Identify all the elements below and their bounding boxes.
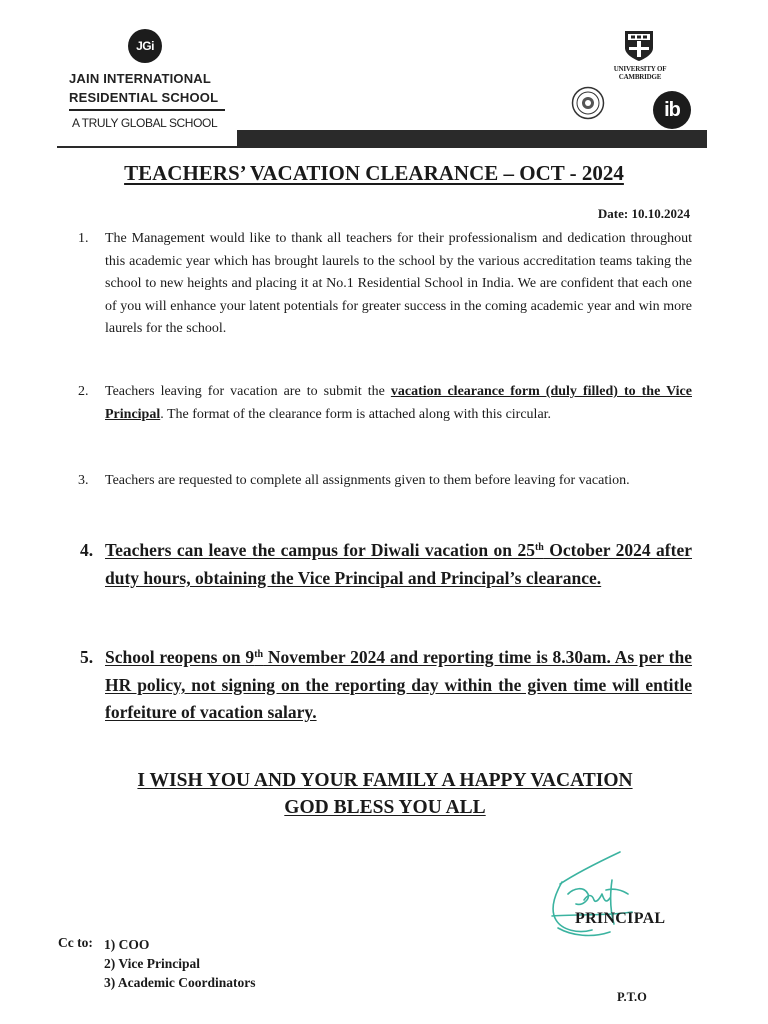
point-number: 5. bbox=[80, 647, 94, 667]
point-text-part2: November 2024 and reporting time is 8.30am. As per the HR policy, not signing on the reporting day within the given time will entitle forfeiture of vacation salary. bbox=[105, 647, 692, 722]
ordinal-suffix: th bbox=[254, 649, 264, 660]
accreditation-seal-icon bbox=[571, 86, 605, 120]
cc-list bbox=[104, 935, 255, 992]
point-number: 3. bbox=[78, 473, 89, 488]
point-text-part1: School reopens on 9 bbox=[105, 647, 255, 667]
circular-date: Date: 10.10.2024 bbox=[597, 206, 690, 221]
school-name-line2: RESIDENTIAL SCHOOL bbox=[69, 90, 219, 105]
point-text-part2: October 2024 after duty hours, obtaining the Vice Principal and Principal’s clearance. bbox=[105, 540, 692, 588]
ib-logo: ib bbox=[653, 91, 691, 129]
clearance-form-instruction: vacation clearance form (duly filled) to the Vice Principal bbox=[105, 384, 692, 422]
point-text bbox=[105, 381, 692, 426]
point-text: The Management would like to thank all teachers for their professionalism and dedication throughout this academic year which has brought laurels to the school by the various accreditation teams taking the school to new heights and placing it at No.1 Residential School in India. We are confident that each one of you will enhance your latent potentials for greater success in the coming academic year and win more laurels for the school. bbox=[105, 231, 692, 336]
point-4 bbox=[78, 537, 692, 592]
cambridge-wordmark bbox=[608, 65, 672, 81]
cambridge-line2: CAMBRIDGE bbox=[618, 73, 662, 81]
point-5 bbox=[78, 644, 692, 727]
point-number: 4. bbox=[80, 540, 94, 560]
signatory-title: PRINCIPAL bbox=[575, 910, 666, 927]
closing-message bbox=[60, 767, 710, 821]
point-text-after: . The format of the clearance form is attached along with this circular. bbox=[160, 406, 552, 422]
point-text bbox=[105, 537, 692, 592]
cambridge-crest-icon bbox=[624, 30, 654, 62]
school-tagline: A TRULY GLOBAL SCHOOL bbox=[72, 116, 218, 130]
ordinal-suffix: th bbox=[534, 542, 544, 553]
school-logo: JGi bbox=[128, 29, 162, 63]
point-2 bbox=[78, 381, 692, 426]
cambridge-line1: UNIVERSITY OF bbox=[613, 65, 667, 73]
point-text: Teachers are requested to complete all assignments given to them before leaving for vacation. bbox=[105, 473, 630, 488]
point-number: 1. bbox=[78, 231, 89, 246]
page-footer-pto: P.T.O bbox=[617, 990, 647, 1004]
closing-line1: I WISH YOU AND YOUR FAMILY A HAPPY VACATION bbox=[137, 770, 633, 791]
header-rule bbox=[57, 146, 707, 148]
cc-item: 3) Academic Coordinators bbox=[104, 975, 256, 990]
point-1 bbox=[78, 228, 692, 341]
cc-item: 1) COO bbox=[104, 937, 150, 952]
point-text-part1: Teachers can leave the campus for Diwali vacation on 25 bbox=[105, 540, 535, 560]
cc-label: Cc to: bbox=[58, 935, 93, 950]
school-name-line1: JAIN INTERNATIONAL bbox=[69, 71, 212, 86]
school-name bbox=[69, 69, 225, 114]
school-name-rule bbox=[69, 109, 225, 111]
point-number: 2. bbox=[78, 384, 89, 399]
cc-item: 2) Vice Principal bbox=[104, 956, 200, 971]
page-title: TEACHERS’ VACATION CLEARANCE – OCT - 2024 bbox=[124, 161, 624, 185]
closing-line2: GOD BLESS YOU ALL bbox=[284, 797, 486, 818]
point-text bbox=[105, 644, 692, 727]
point-text-before: Teachers leaving for vacation are to submit the bbox=[105, 384, 391, 399]
point-3 bbox=[78, 470, 692, 493]
